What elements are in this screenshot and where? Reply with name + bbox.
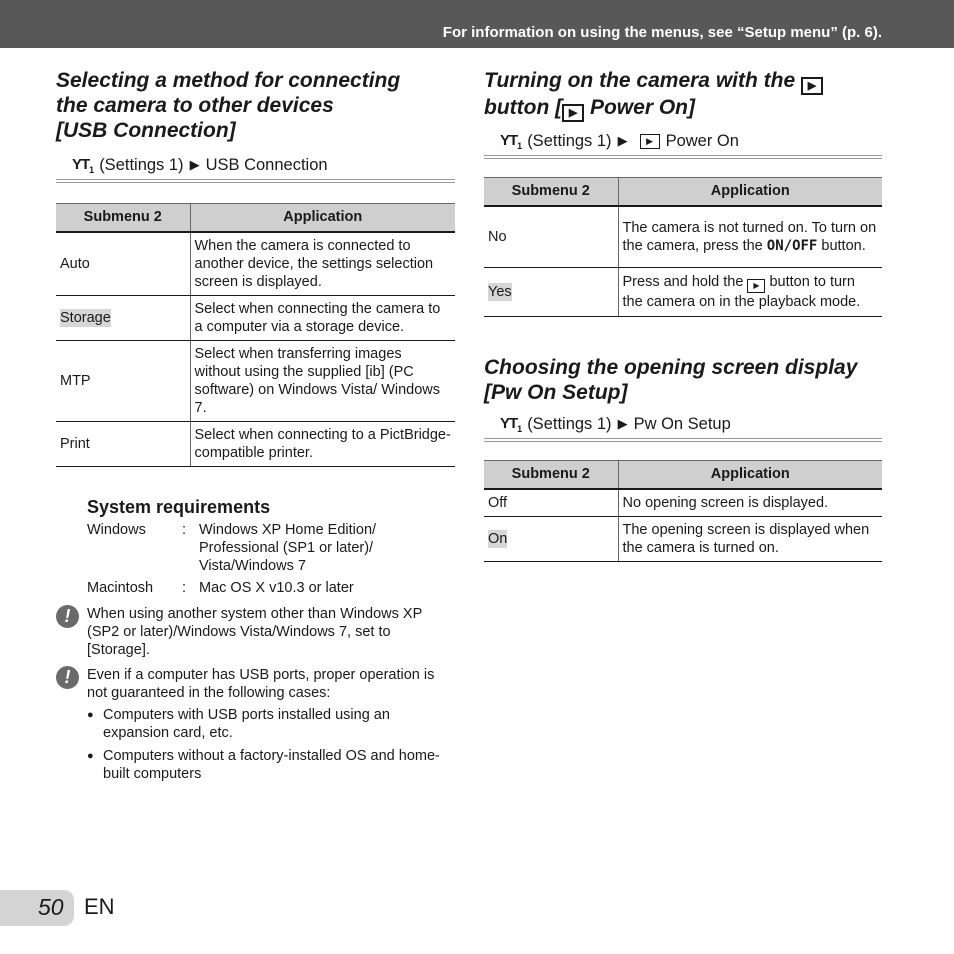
table-cell: Select when transferring images without using the supplied [ib] (PC software) on Windows Vista/ Windows 7. [190,340,455,421]
table-header: Application [190,204,455,232]
list-item-text: Computers without a factory-installed OS and home-built computers [103,747,440,782]
note-text: When using another system other than Windows XP (SP2 or later)/Windows Vista/Windows 7, set to [Storage]. [87,605,423,658]
table-header: Application [618,178,882,206]
header-bar [0,0,954,48]
table-row [56,421,455,466]
caution-note [56,666,455,702]
table-row [484,516,882,561]
path-divider [484,155,882,159]
table-cell: No [484,206,618,268]
cell-text: button. [821,237,866,254]
path-settings: (Settings 1) [527,414,612,433]
table-cell [618,206,882,268]
cell-text: The camera is not turned on. To turn on the camera, press the [622,219,877,254]
table-cell [484,268,618,317]
sysreq-colon: : [182,579,187,596]
bullet-list [56,706,455,783]
list-item [87,747,455,783]
table-header: Submenu 2 [56,204,190,232]
path-divider [484,438,882,442]
menu-path [484,127,882,155]
caution-icon: ! [56,605,79,628]
table-row [484,268,882,317]
system-requirements [56,497,455,597]
caution-note [56,605,455,659]
onoff-key-icon: ON/OFF [766,237,818,254]
table-cell: Auto [56,232,190,296]
highlighted-option: Storage [60,309,111,326]
sysreq-value: Windows XP Home Edition/ Professional (SP1 or later)/ Vista/Windows 7 [199,521,377,574]
note-text: Even if a computer has USB ports, proper operation is not guaranteed in the following cases: [87,666,435,701]
path-item: USB Connection [205,155,328,174]
table-cell: The opening screen is displayed when the camera is turned on. [618,516,882,561]
cell-text: Press and hold the [622,274,744,290]
path-divider [56,179,455,183]
right-column [484,68,882,562]
table-row [56,295,455,340]
bullet-icon: ● [87,708,94,721]
play-icon: ▶ [562,104,584,122]
cell-text: button to turn the camera on in the playback mode. [622,274,861,310]
title-line: [Pw On Setup] [484,381,628,404]
table-cell [56,295,190,340]
power-on-table [484,177,882,317]
menu-path [484,410,882,438]
table-cell: Select when connecting to a PictBridge-compatible printer. [190,421,455,466]
table-cell: Select when connecting the camera to a computer via a storage device. [190,295,455,340]
left-column [56,68,455,783]
table-header: Submenu 2 [484,461,618,489]
highlighted-option: Yes [488,284,512,300]
table-row [484,489,882,517]
title-line: Turning on the camera with the [484,69,796,92]
sysreq-value: Mac OS X v10.3 or later [199,579,354,596]
list-item [87,706,455,742]
title-line: Choosing the opening screen display [484,356,858,379]
table-cell: Print [56,421,190,466]
title-line: the camera to other devices [56,94,334,117]
arrow-right-icon: ▶ [617,416,628,431]
bullet-icon: ● [87,749,94,762]
table-cell [484,516,618,561]
table-cell [618,268,882,317]
play-icon: ▶ [640,134,660,149]
arrow-right-icon: ▶ [617,133,628,148]
arrow-right-icon: ▶ [189,157,200,172]
table-row [56,340,455,421]
table-row [56,232,455,296]
usb-section-title [56,68,455,143]
highlighted-option: On [488,530,508,547]
sysreq-colon: : [182,521,187,538]
table-row [484,206,882,268]
header-text: For information on using the menus, see “Setup menu” (p. 6). [442,24,882,41]
caution-icon: ! [56,666,79,689]
pw-on-setup-section-title [484,355,882,405]
page-language: EN [84,894,115,919]
table-header: Application [618,461,882,489]
title-line: button [ [484,96,563,119]
table-cell: MTP [56,340,190,421]
path-settings: (Settings 1) [527,131,612,150]
sysreq-label: Windows [87,521,146,538]
title-line: Selecting a method for connecting [56,69,401,92]
page-number: 50 [38,894,64,920]
table-cell: When the camera is connected to another device, the settings selection screen is displayed. [190,232,455,296]
usb-table [56,203,455,467]
path-item: Pw On Setup [633,414,731,433]
play-icon: ▶ [747,279,765,293]
settings-icon: $YT_1$ [72,155,94,175]
sysreq-title: System requirements [87,496,271,517]
table-cell: Off [484,489,618,517]
title-line: [USB Connection] [56,119,236,142]
pw-on-setup-table [484,460,882,562]
menu-path [56,151,455,179]
path-item: Power On [665,131,739,150]
table-header: Submenu 2 [484,178,618,206]
sysreq-label: Macintosh [87,579,154,596]
sysreq-mac [87,579,455,597]
title-line: Power On] [589,96,695,119]
settings-icon: $YT_1$ [500,131,522,151]
power-on-section-title [484,68,882,122]
list-item-text: Computers with USB ports installed using an expansion card, etc. [103,706,390,741]
path-settings: (Settings 1) [99,155,184,174]
play-icon: ▶ [801,77,823,95]
settings-icon: $YT_1$ [500,414,522,434]
table-cell: No opening screen is displayed. [618,489,882,517]
sysreq-windows [87,521,455,575]
